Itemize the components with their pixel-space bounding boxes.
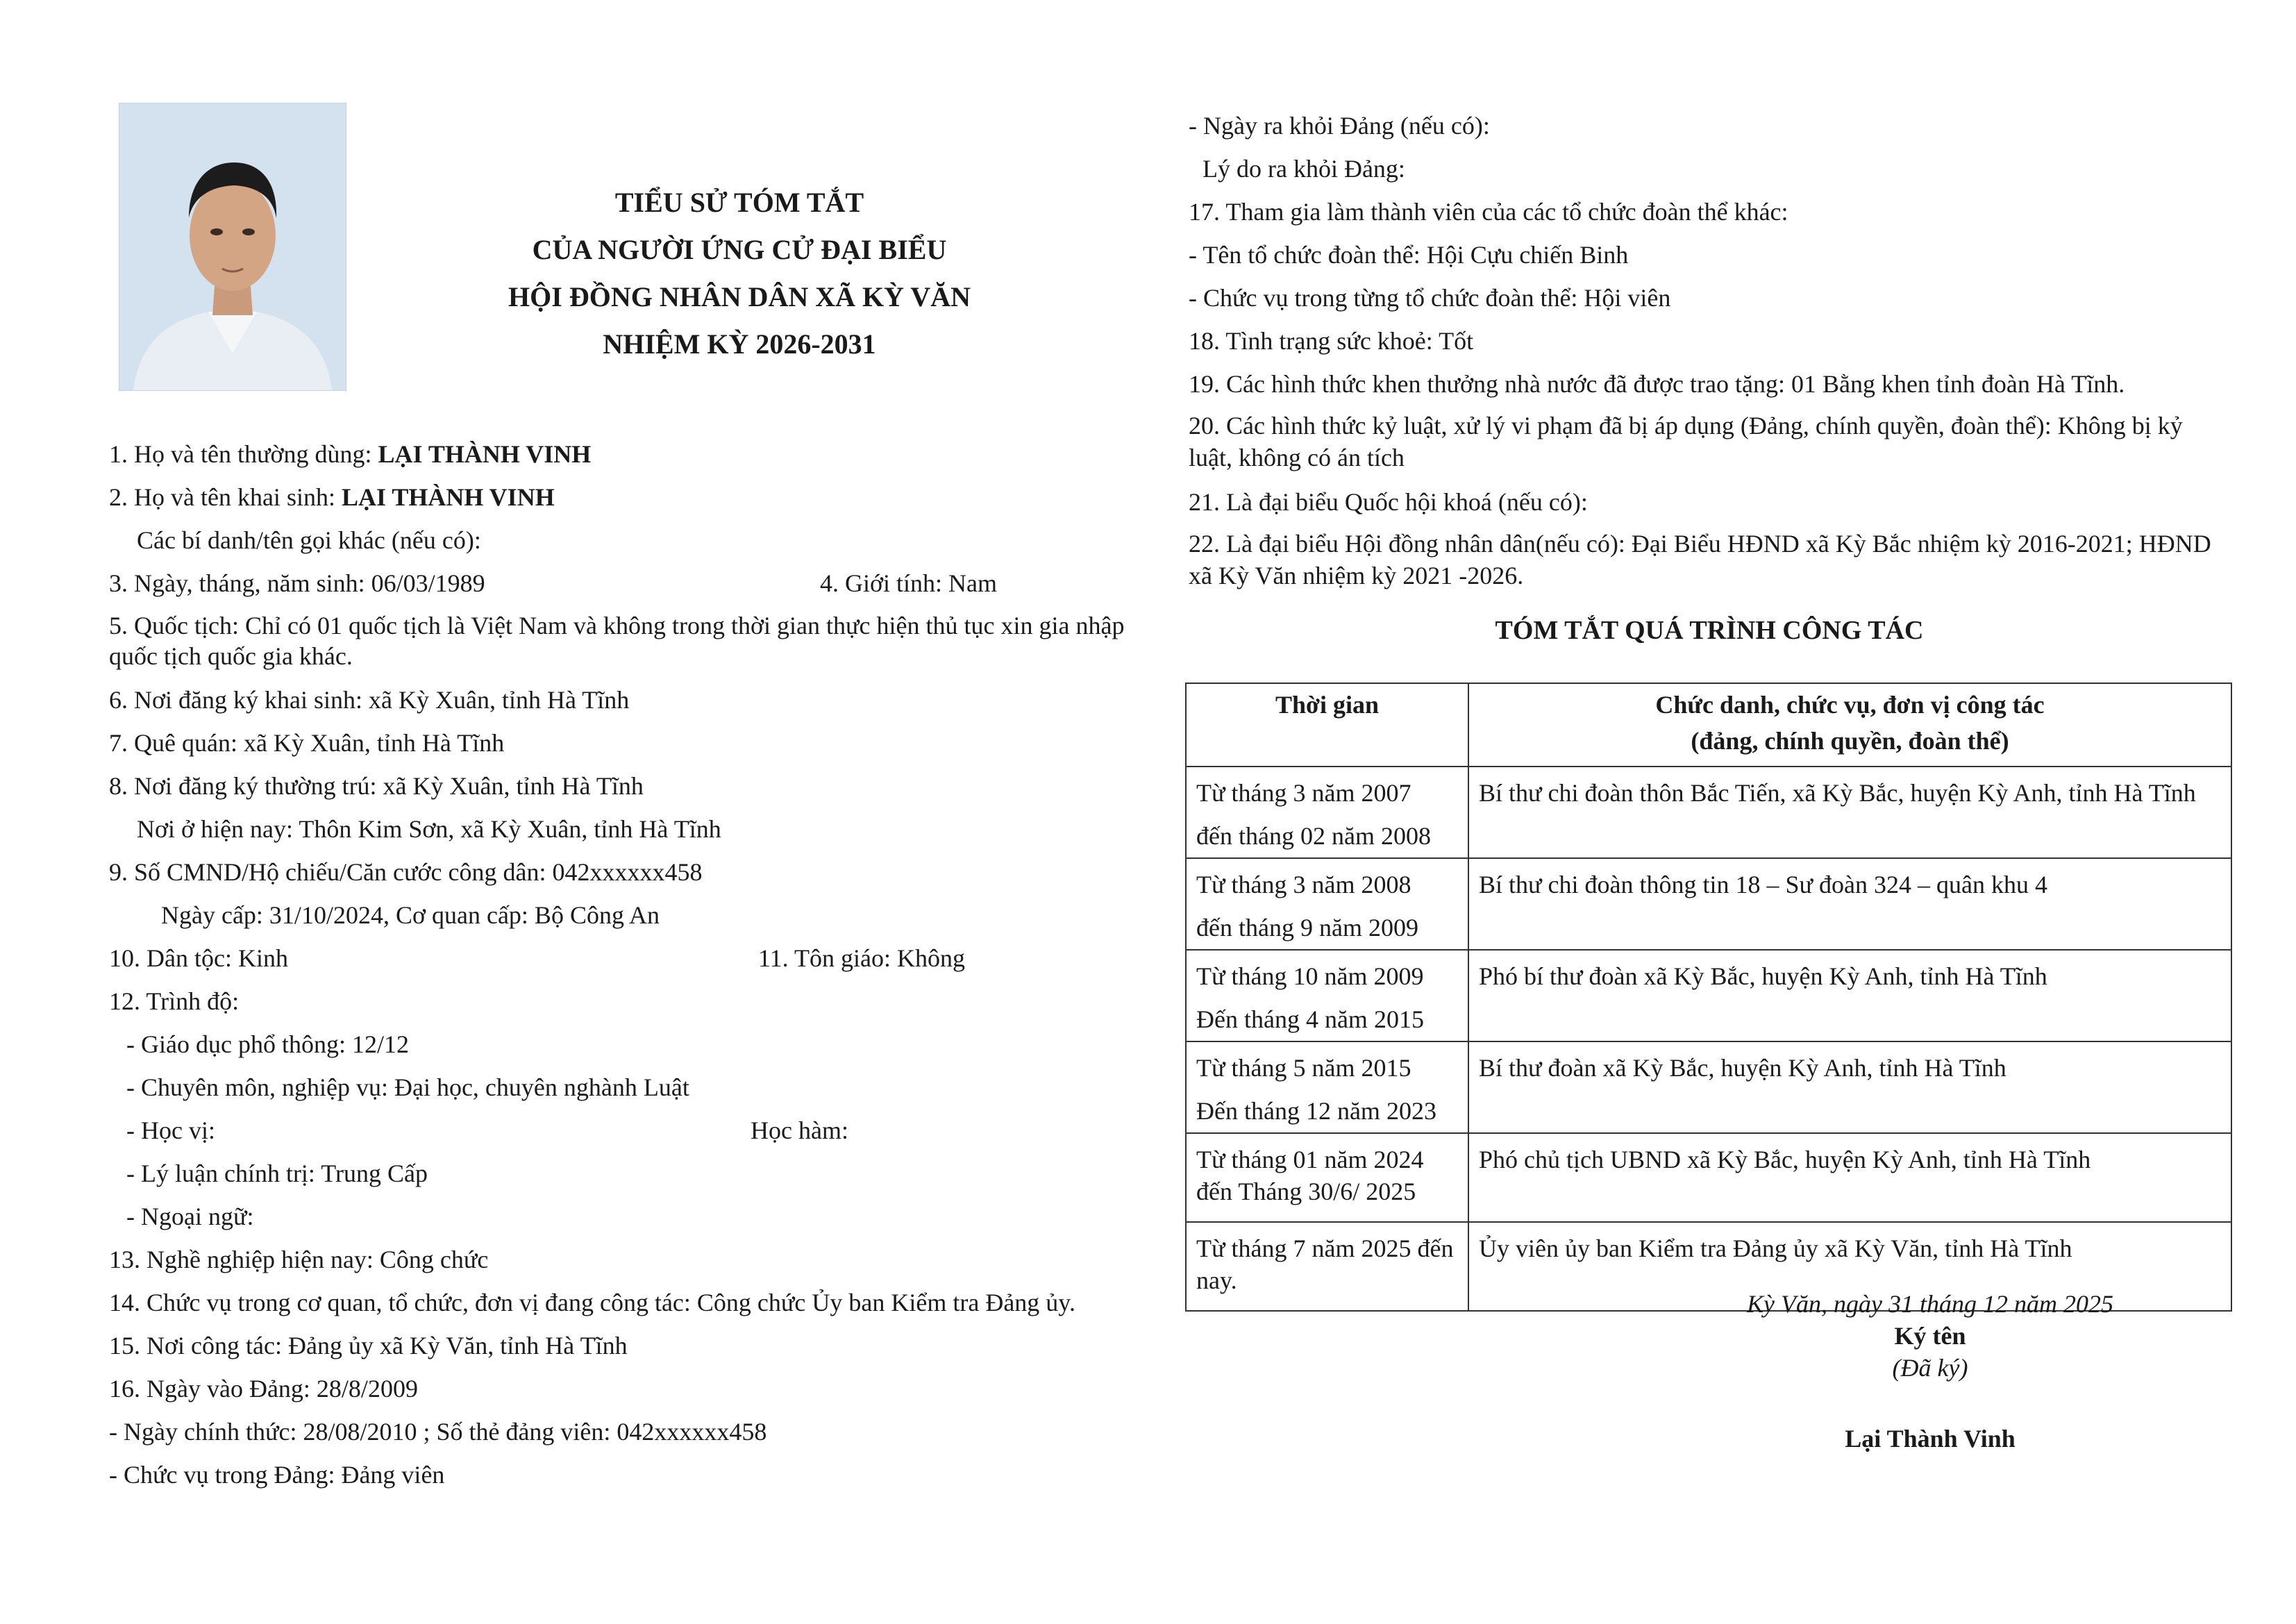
field-id-number: 9. Số CMND/Hộ chiếu/Căn cước công dân: 042xxxxxx458 (109, 858, 703, 886)
time-to: Đến tháng 4 năm 2015 (1196, 1005, 1424, 1033)
work-history-table (1185, 683, 2232, 1312)
field-party-official-date: - Ngày chính thức: 28/08/2010 ; Số thẻ đảng viên: 042xxxxxx458 (109, 1418, 767, 1446)
field-common-name-value: LẠI THÀNH VINH (378, 440, 592, 468)
table-row (1186, 858, 2231, 950)
field-birth-name (109, 476, 1137, 519)
title-line-4: NHIỆM KỲ 2026-2031 (603, 328, 876, 360)
field-occupation: 13. Nghề nghiệp hiện nay: Công chức (109, 1246, 489, 1273)
portrait-photo-image (119, 103, 346, 390)
field-academic-title: Học hàm: (751, 1116, 848, 1144)
field-organization-role: - Chức vụ trong từng tổ chức đoàn thể: Hội viên (1189, 284, 1671, 312)
title-line-1: TIỂU SỬ TÓM TẮT (614, 187, 864, 218)
field-organizations: 17. Tham gia làm thành viên của các tổ chức đoàn thể khác: (1189, 198, 1788, 226)
table-cell-role: Phó chủ tịch UBND xã Kỳ Bắc, huyện Kỳ Anh, tỉnh Hà Tĩnh (1468, 1133, 2231, 1222)
field-national-assembly: 21. Là đại biểu Quốc hội khoá (nếu có): (1189, 488, 1588, 516)
table-cell-role: Ủy viên ủy ban Kiểm tra Đảng ủy xã Kỳ Văn, tỉnh Hà Tĩnh (1468, 1222, 2231, 1311)
signature-signed-note: (Đã ký) (1892, 1354, 1968, 1382)
field-degree-row (109, 1109, 1137, 1152)
field-alias: Các bí danh/tên gọi khác (nếu có): (137, 526, 481, 554)
time-to: Đến tháng 12 năm 2023 (1196, 1097, 1436, 1125)
portrait-photo (119, 103, 346, 391)
column-header-role-line1: Chức danh, chức vụ, đơn vị công tác (1655, 691, 2045, 719)
table-cell-time (1186, 950, 1468, 1041)
table-row (1186, 950, 2231, 1041)
field-birth-name-label: 2. Họ và tên khai sinh: (109, 483, 342, 511)
field-education-heading: 12. Trình độ: (109, 987, 240, 1015)
work-history-title: TÓM TẮT QUÁ TRÌNH CÔNG TÁC (1495, 616, 1924, 645)
table-row (1186, 1041, 2231, 1133)
table-cell-role: Bí thư chi đoàn thôn Bắc Tiến, xã Kỳ Bắc, huyện Kỳ Anh, tỉnh Hà Tĩnh (1468, 767, 2231, 858)
document-title (389, 179, 1090, 368)
table-cell-role: Phó bí thư đoàn xã Kỳ Bắc, huyện Kỳ Anh, tỉnh Hà Tĩnh (1468, 950, 2231, 1041)
time-to: nay. (1196, 1266, 1237, 1294)
table-cell-role: Bí thư chi đoàn thông tin 18 – Sư đoàn 324 – quân khu 4 (1468, 858, 2231, 950)
field-political-theory: - Lý luận chính trị: Trung Cấp (126, 1160, 428, 1187)
field-birth-name-value: LẠI THÀNH VINH (341, 483, 555, 511)
table-row (1186, 1133, 2231, 1222)
column-header-time: Thời gian (1186, 683, 1468, 767)
table-cell-time (1186, 1041, 1468, 1133)
title-line-3: HỘI ĐỒNG NHÂN DÂN XÃ KỲ VĂN (508, 281, 971, 312)
time-from: Từ tháng 3 năm 2008 (1196, 871, 1411, 898)
field-workplace: 15. Nơi công tác: Đảng ủy xã Kỳ Văn, tỉnh Hà Tĩnh (109, 1332, 628, 1359)
field-organization-name: - Tên tổ chức đoàn thể: Hội Cựu chiến Binh (1189, 241, 1629, 269)
field-awards: 19. Các hình thức khen thưởng nhà nước đã được trao tặng: 01 Bằng khen tỉnh đoàn Hà Tĩnh. (1189, 370, 2125, 398)
time-from: Từ tháng 3 năm 2007 (1196, 779, 1411, 807)
table-cell-time (1186, 858, 1468, 950)
field-gender: 4. Giới tính: Nam (820, 569, 998, 597)
table-cell-time (1186, 1133, 1468, 1222)
time-to: đến tháng 02 năm 2008 (1196, 822, 1431, 850)
column-header-role (1468, 683, 2231, 767)
field-dob: 3. Ngày, tháng, năm sinh: 06/03/1989 (109, 569, 485, 597)
field-hometown: 7. Quê quán: xã Kỳ Xuân, tỉnh Hà Tĩnh (109, 729, 505, 757)
field-common-name (109, 433, 1137, 476)
field-ethnicity: 10. Dân tộc: Kinh (109, 944, 288, 972)
table-cell-time (1186, 767, 1468, 858)
field-general-education: - Giáo dục phổ thông: 12/12 (126, 1030, 409, 1058)
time-from: Từ tháng 7 năm 2025 đến (1196, 1234, 1454, 1262)
field-health: 18. Tình trạng sức khoẻ: Tốt (1189, 327, 1474, 355)
signature-name: Lại Thành Vinh (1845, 1425, 2016, 1453)
field-position: 14. Chức vụ trong cơ quan, tổ chức, đơn vị đang công tác: Công chức Ủy ban Kiểm tra Đảng ủy. (109, 1289, 1075, 1316)
field-party-exit-reason: Lý do ra khỏi Đảng: (1203, 155, 1405, 183)
field-party-join-date: 16. Ngày vào Đảng: 28/8/2009 (109, 1375, 418, 1403)
time-to: đến Tháng 30/6/ 2025 (1196, 1178, 1416, 1205)
field-degree: - Học vị: (126, 1116, 215, 1144)
field-peoples-council: 22. Là đại biểu Hội đồng nhân dân(nếu có): Đại Biểu HĐND xã Kỳ Bắc nhiệm kỳ 2016-2021; HĐND xã Kỳ Văn nhiệm kỳ 2021 -2026. (1189, 530, 2211, 589)
field-foreign-language: - Ngoại ngữ: (126, 1203, 254, 1230)
signature-label: Ký tên (1894, 1322, 1966, 1350)
field-party-position: - Chức vụ trong Đảng: Đảng viên (109, 1461, 445, 1489)
time-from: Từ tháng 01 năm 2024 (1196, 1146, 1424, 1173)
field-ethnicity-religion-row (109, 937, 1137, 980)
table-cell-role: Bí thư đoàn xã Kỳ Bắc, huyện Kỳ Anh, tỉnh Hà Tĩnh (1468, 1041, 2231, 1133)
personal-info-right (1189, 104, 2230, 598)
field-common-name-label: 1. Họ và tên thường dùng: (109, 440, 378, 468)
field-birth-registration: 6. Nơi đăng ký khai sinh: xã Kỳ Xuân, tỉnh Hà Tĩnh (109, 686, 630, 714)
table-cell-time (1186, 1222, 1468, 1311)
field-dob-gender-row (109, 562, 1137, 605)
signature-block (1680, 1288, 2180, 1455)
time-from: Từ tháng 10 năm 2009 (1196, 962, 1424, 990)
field-specialty: - Chuyên môn, nghiệp vụ: Đại học, chuyên nghành Luật (126, 1073, 689, 1101)
title-line-2: CỦA NGƯỜI ỨNG CỬ ĐẠI BIỂU (532, 234, 947, 265)
table-header-row (1186, 683, 2231, 767)
time-to: đến tháng 9 năm 2009 (1196, 914, 1418, 941)
field-id-issue: Ngày cấp: 31/10/2024, Cơ quan cấp: Bộ Công An (161, 901, 660, 929)
personal-info-left (109, 433, 1137, 1496)
field-permanent-residence: 8. Nơi đăng ký thường trú: xã Kỳ Xuân, tỉnh Hà Tĩnh (109, 772, 644, 800)
field-religion: 11. Tôn giáo: Không (758, 944, 965, 972)
field-nationality: 5. Quốc tịch: Chỉ có 01 quốc tịch là Việt Nam và không trong thời gian thực hiện thủ tục xin gia nhập quốc tịch quốc gia khác. (109, 612, 1125, 670)
field-party-exit-date: - Ngày ra khỏi Đảng (nếu có): (1189, 112, 1490, 140)
signature-place-date: Kỳ Văn, ngày 31 tháng 12 năm 2025 (1747, 1290, 2113, 1318)
time-from: Từ tháng 5 năm 2015 (1196, 1054, 1411, 1082)
column-header-role-line2: (đảng, chính quyền, đoàn thể) (1691, 727, 2009, 755)
table-row (1186, 767, 2231, 858)
field-current-residence: Nơi ở hiện nay: Thôn Kim Sơn, xã Kỳ Xuân, tỉnh Hà Tĩnh (137, 815, 721, 843)
field-discipline: 20. Các hình thức kỷ luật, xử lý vi phạm đã bị áp dụng (Đảng, chính quyền, đoàn thể): Không bị kỷ luật, không có án tích (1189, 412, 2183, 471)
